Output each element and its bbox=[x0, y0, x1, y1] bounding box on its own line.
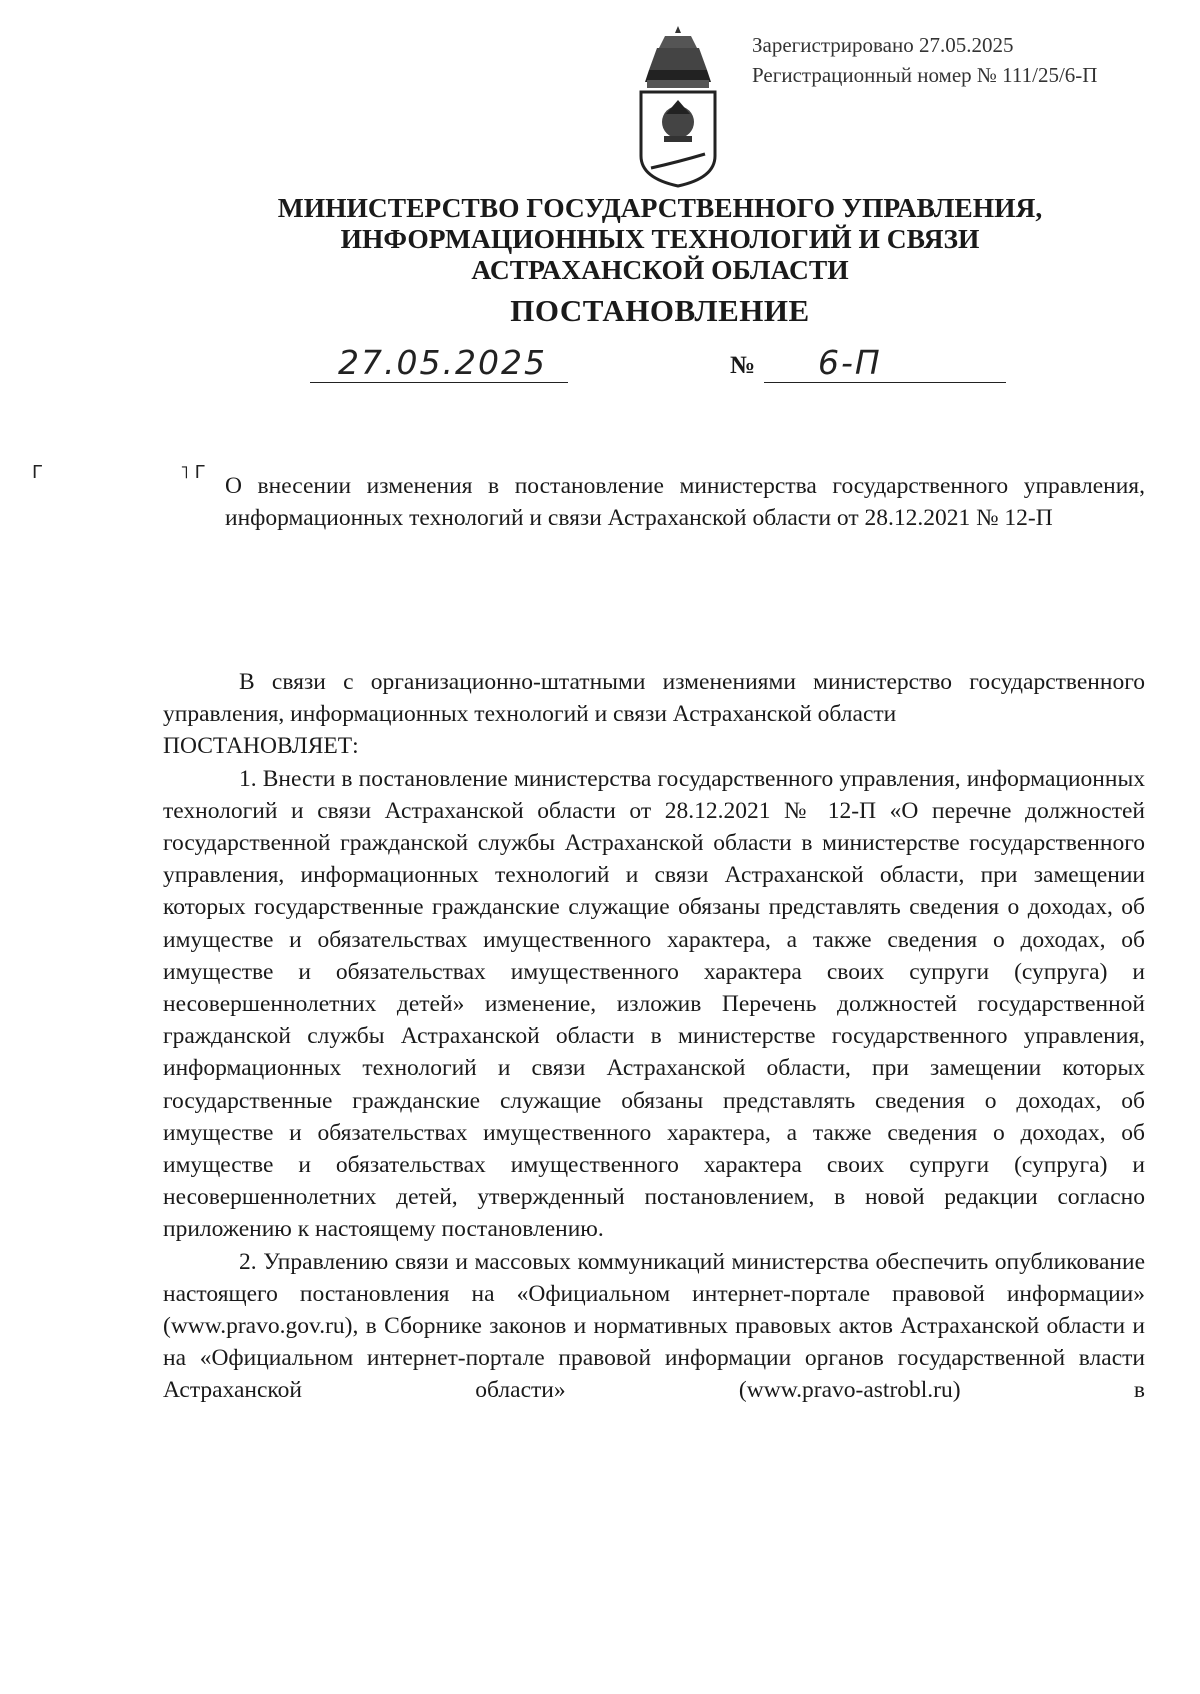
ministry-line-2: ИНФОРМАЦИОННЫХ ТЕХНОЛОГИЙ И СВЯЗИ bbox=[340, 223, 980, 254]
document-subject: О внесении изменения в постановление министерства государственного управления, информационных технологий и связи Астраханской области от 28.12.2021 № 12-П bbox=[225, 473, 1145, 531]
document-type: ПОСТАНОВЛЕНИЕ bbox=[510, 293, 810, 328]
item-1-paragraph: 1. Внести в постановление министерства государственного управления, информационных технологий и связи Астраханской области от 28.12.2021 № 12-П «О перечне должностей государственной гражданской службы Астраханской области в министерстве государственного управления, информационных технологий и связи Астраханской области, при замещении которых государственные гражданские служащие обязаны представлять сведения о доходах, об имуществе и обязательствах имущественного характера, а также сведения о доходах, об имуществе и обязательствах имущественного характера своих супруги (супруга) и несовершеннолетних детей» изменение, изложив Перечень должностей государственной гражданской службы Астраханской области в министерстве государственного управления, информационных технологий и связи Астраханской области, при замещении которых государственные гражданские служащие обязаны представлять сведения о доходах, об имуществе и обязательствах имущественного характера, а также сведения о доходах, об имуществе и обязательствах имущественного характера своих супруги (супруга) и несовершеннолетних детей, утвержденный постановлением, в новой редакции согласно приложению к настоящему постановлению. bbox=[163, 765, 1145, 1243]
handwritten-number: 6-П bbox=[818, 343, 882, 382]
item-2-paragraph: 2. Управлению связи и массовых коммуникаций министерства обеспечить опубликование настоящего постановления на «Официальном интернет-портале правовой информации» (www.pravo.gov.ru), в Сборнике законов и нормативных правовых актов Астраханской области и на «Официальном интернет-портале правовой информации органов государственной власти Астраханской области» (www.pravo-astrobl.ru) в bbox=[163, 1248, 1145, 1404]
registration-stamp bbox=[752, 30, 1097, 90]
preamble-paragraph: В связи с организационно-штатными изменениями министерство государственного управления, информационных технологий и связи Астраханской области bbox=[163, 669, 1145, 728]
ministry-line-3: АСТРАХАНСКОЙ ОБЛАСТИ bbox=[471, 254, 849, 285]
corner-mark-subject: ˥ Г bbox=[180, 462, 206, 483]
registration-date: Зарегистрировано 27.05.2025 bbox=[752, 33, 1014, 57]
resolves-heading: ПОСТАНОВЛЯЕТ: bbox=[163, 733, 359, 760]
astrakhan-coat-of-arms-icon bbox=[635, 22, 721, 192]
document-body bbox=[163, 666, 1145, 1407]
ministry-name bbox=[160, 192, 1160, 285]
number-sign: № bbox=[730, 352, 756, 379]
registration-number: Регистрационный номер № 111/25/6-П bbox=[752, 63, 1098, 87]
ministry-line-1: МИНИСТЕРСТВО ГОСУДАРСТВЕННОГО УПРАВЛЕНИЯ, bbox=[277, 192, 1043, 223]
date-field bbox=[310, 338, 568, 383]
handwritten-date: 27.05.2025 bbox=[338, 343, 547, 382]
corner-mark-left: Г bbox=[32, 462, 43, 483]
number-field bbox=[764, 338, 1006, 383]
